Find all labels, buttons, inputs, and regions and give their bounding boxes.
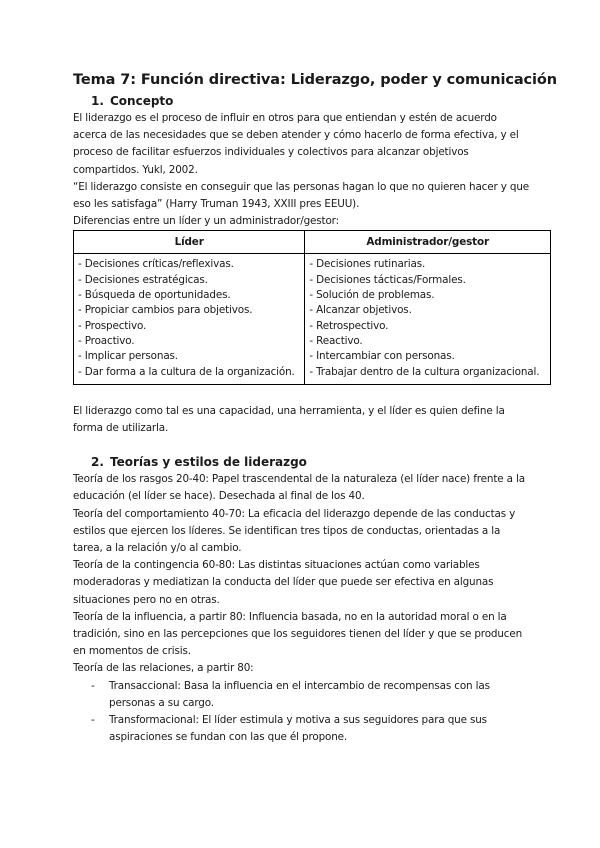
lider-item: - Decisiones críticas/reflexivas. bbox=[78, 258, 234, 271]
administrador-item: - Decisiones rutinarias. bbox=[309, 258, 426, 271]
administrador-column bbox=[305, 254, 551, 384]
truman-quote: “El liderazgo consiste en conseguir que las personas hagan lo que no quieren hacer y que eso les satisfaga” (Harry Truman 1943, XXIII pres EEUU). bbox=[73, 180, 530, 211]
administrador-item: - Solución de problemas. bbox=[309, 289, 435, 302]
dash-bullet: - bbox=[91, 714, 95, 727]
section-2-title: Teorías y estilos de liderazgo bbox=[110, 455, 307, 470]
dash-bullet: - bbox=[91, 679, 95, 692]
lider-item: - Implicar personas. bbox=[78, 350, 178, 363]
relations-list bbox=[73, 678, 531, 747]
list-item-text: Transaccional: Basa la influencia en el intercambio de recompensas con las personas a su cargo. bbox=[109, 679, 490, 709]
section-1-heading bbox=[91, 94, 531, 108]
section-2-number: 2. bbox=[91, 455, 104, 470]
lider-item: - Dar forma a la cultura de la organización. bbox=[78, 365, 295, 378]
table-header-lider: Líder bbox=[74, 231, 305, 254]
leadership-summary: El liderazgo como tal es una capacidad, una herramienta, y el líder es quien define la forma de utilizarla. bbox=[73, 404, 505, 434]
concept-definition: El liderazgo es el proceso de influir en otros para que entiendan y estén de acuerdo acerca de las necesidades que se deben atender y cómo hacerlo de forma efectiva, y el proceso de facilitar esfuerzos individuales y colectivos para alcanzar objetivos compartidos. Yukl, 2002. bbox=[73, 112, 519, 176]
section-2-heading bbox=[91, 455, 531, 469]
theory-rasgos: Teoría de los rasgos 20-40: Papel trascendental de la naturaleza (el líder nace) frente a la educación (el líder se hace). Desechada al final de los 40. bbox=[73, 473, 525, 503]
list-item-transformacional bbox=[73, 712, 531, 746]
lider-item: - Propiciar cambios para objetivos. bbox=[78, 304, 253, 317]
lider-item: - Búsqueda de oportunidades. bbox=[78, 289, 231, 302]
administrador-item: - Intercambiar con personas. bbox=[309, 350, 455, 363]
theory-comportamiento: Teoría del comportamiento 40-70: La eficacia del liderazgo depende de las conductas y estilos que ejercen los líderes. Se identifican tres tipos de conductas, orientadas a la tarea, a la relación y/o al cambio. bbox=[73, 507, 516, 555]
lider-column bbox=[74, 254, 305, 384]
table-intro: Diferencias entre un líder y un administrador/gestor: bbox=[73, 215, 339, 228]
document-title: Tema 7: Función directiva: Liderazgo, poder y comunicación bbox=[73, 72, 557, 88]
lider-item: - Proactivo. bbox=[78, 334, 135, 347]
section-1-number: 1. bbox=[91, 94, 104, 108]
administrador-item: - Reactivo. bbox=[309, 334, 363, 347]
section-1-title: Concepto bbox=[110, 94, 174, 108]
list-item-transaccional bbox=[73, 678, 531, 712]
administrador-item: - Decisiones tácticas/Formales. bbox=[309, 273, 466, 286]
theory-influencia: Teoría de la influencia, a partir 80: Influencia basada, no en la autoridad moral o en la tradición, sino en las percepciones que los seguidores tienen del líder y que se producen en momentos de crisis. bbox=[73, 610, 523, 658]
leader-vs-manager-table bbox=[73, 230, 551, 384]
administrador-item: - Retrospectivo. bbox=[309, 319, 389, 332]
table-header-administrador: Administrador/gestor bbox=[305, 231, 551, 254]
theory-relaciones: Teoría de las relaciones, a partir 80: bbox=[73, 662, 254, 675]
lider-item: - Decisiones estratégicas. bbox=[78, 273, 208, 286]
theory-contingencia: Teoría de la contingencia 60-80: Las distintas situaciones actúan como variables moderadoras y mediatizan la conducta del líder que puede ser efectiva en algunas situaciones pero no en otras. bbox=[73, 559, 494, 606]
document-page bbox=[73, 72, 557, 746]
administrador-item: - Trabajar dentro de la cultura organizacional. bbox=[309, 365, 540, 378]
lider-item: - Prospectivo. bbox=[78, 319, 147, 332]
administrador-item: - Alcanzar objetivos. bbox=[309, 304, 412, 317]
list-item-text: Transformacional: El líder estimula y motiva a sus seguidores para que sus aspiraciones se fundan con las que él propone. bbox=[109, 714, 487, 744]
